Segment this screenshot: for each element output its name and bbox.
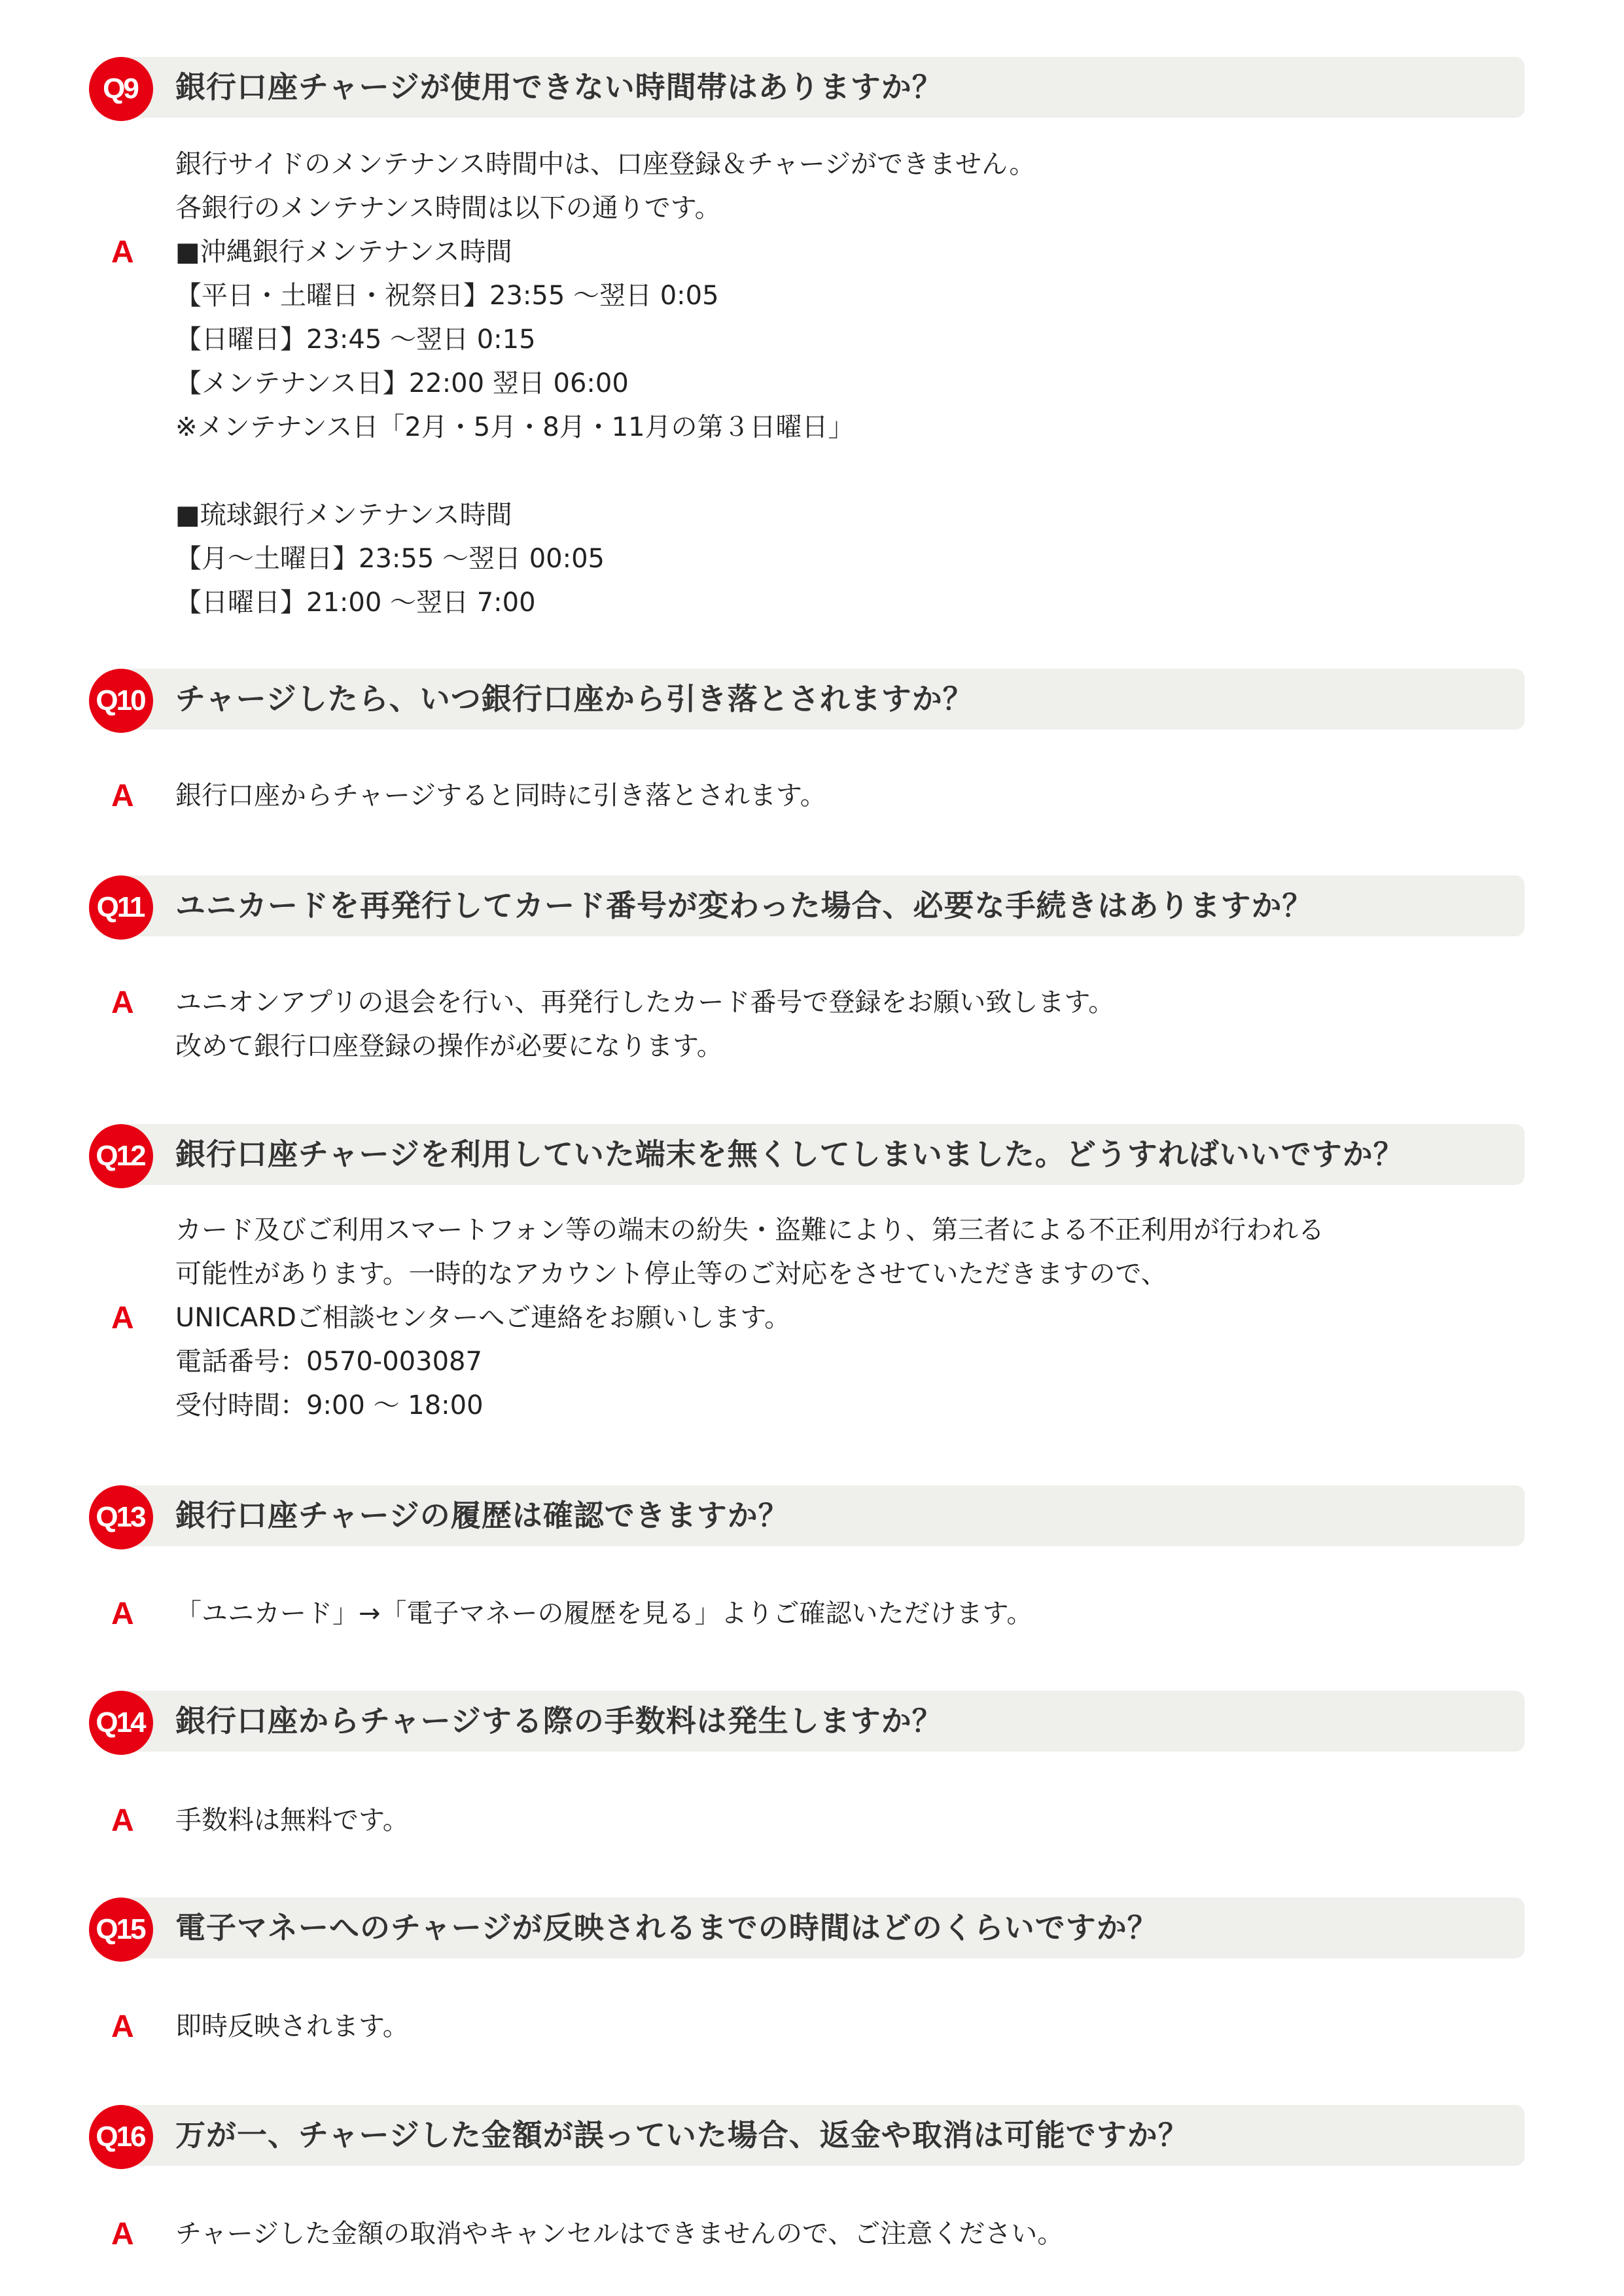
question-text: 銀行口座チャージが使用できない時間帯はありますか？: [175, 69, 943, 105]
question-number-badge: Q12: [89, 1124, 153, 1188]
answer-line: 銀行サイドのメンテナンス時間中は、口座登録＆チャージができません。: [175, 149, 1036, 179]
answer-mark: A: [111, 2217, 134, 2252]
answer-line: ユニオンアプリの退会を行い、再発行したカード番号で登録をお願い致します。: [175, 987, 1115, 1017]
answer-line: 「ユニカード」→「電子マネーの履歴を見る」よりご確認いただけます。: [175, 1598, 1033, 1629]
answer-line: 【メンテナンス日】22:00 翌日 06:00: [175, 368, 629, 398]
answer-text: [175, 143, 1035, 625]
answer-text: [175, 1209, 1324, 1428]
answer-line: 可能性があります。一時的なアカウント停止等のご対応をさせていただきますので、: [175, 1259, 1167, 1289]
answer-line: 手数料は無料です。: [175, 1805, 409, 1835]
answer-line: 【平日・土曜日・祝祭日】23:55 ～翌日 0:05: [175, 281, 719, 311]
question-number-badge: Q16: [89, 2105, 153, 2169]
answer-line: 【日曜日】23:45 ～翌日 0:15: [175, 325, 536, 355]
question-text: ユニカードを再発行してカード番号が変わった場合、必要な手続きはありますか？: [175, 888, 1313, 923]
answer-line: UNICARDご相談センターへご連絡をお願いします。: [175, 1303, 791, 1333]
answer-text: [175, 1592, 1033, 1636]
answer-text: [175, 981, 1114, 1069]
question-text: 銀行口座チャージを利用していた端末を無くしてしまいました。どうすればいいですか？: [175, 1137, 1404, 1172]
answer-line: ■沖縄銀行メンテナンス時間: [175, 237, 512, 267]
faq-item: [0, 1485, 1624, 1636]
faq-item: [0, 875, 1624, 1069]
question-text: 銀行口座からチャージする際の手数料は発生しますか？: [175, 1703, 943, 1739]
answer-mark: A: [111, 1597, 134, 1631]
answer-line: 受付時間：9:00 ～ 18:00: [175, 1390, 484, 1421]
question-number-badge: Q11: [89, 875, 153, 940]
faq-item: [0, 1898, 1624, 2049]
answer-line: カード及びご利用スマートフォン等の端末の紛失・盗難により、第三者による不正利用が行われる: [175, 1215, 1324, 1245]
answer-line: ■琉球銀行メンテナンス時間: [175, 500, 512, 530]
answer-text: [175, 2212, 1063, 2256]
answer-mark: A: [111, 2009, 134, 2044]
faq-item: [0, 669, 1624, 818]
answer-line: 【日曜日】21:00 ～翌日 7:00: [175, 588, 536, 618]
answer-line: チャージした金額の取消やキャンセルはできませんので、ご注意ください。: [175, 2219, 1064, 2249]
answer-mark: A: [111, 779, 134, 813]
answer-line: 【月～土曜日】23:55 ～翌日 00:05: [175, 544, 605, 574]
faq-item: [0, 2105, 1624, 2256]
question-number-badge: Q9: [89, 57, 153, 121]
answer-line: ※メンテナンス日「2月・5月・8月・11月の第３日曜日」: [175, 412, 855, 442]
question-number-badge: Q13: [89, 1485, 153, 1549]
question-number-badge: Q14: [89, 1691, 153, 1755]
answer-text: [175, 774, 826, 818]
answer-mark: A: [111, 1803, 134, 1838]
answer-mark: A: [111, 235, 134, 270]
answer-mark: A: [111, 1301, 134, 1335]
question-text: 電子マネーへのチャージが反映されるまでの時間はどのくらいですか？: [175, 1910, 1158, 1945]
answer-mark: A: [111, 985, 134, 1020]
question-number-badge: Q15: [89, 1898, 153, 1962]
answer-text: [175, 2005, 409, 2049]
faq-item: [0, 57, 1624, 625]
answer-line: 即時反映されます。: [175, 2011, 409, 2041]
answer-line: 銀行口座からチャージすると同時に引き落とされます。: [175, 781, 826, 811]
question-text: 万が一、チャージした金額が誤っていた場合、返金や取消は可能ですか？: [175, 2117, 1189, 2153]
answer-text: [175, 1799, 409, 1843]
question-number-badge: Q10: [89, 669, 153, 733]
question-text: 銀行口座チャージの履歴は確認できますか？: [175, 1498, 789, 1533]
faq-item: [0, 1691, 1624, 1843]
answer-line: 各銀行のメンテナンス時間は以下の通りです。: [175, 193, 721, 223]
question-text: チャージしたら、いつ銀行口座から引き落とされますか？: [175, 681, 974, 716]
answer-line: 電話番号：0570-003087: [175, 1347, 482, 1377]
answer-line: [175, 450, 1035, 493]
faq-item: [0, 1124, 1624, 1428]
answer-line: 改めて銀行口座登録の操作が必要になります。: [175, 1031, 723, 1061]
